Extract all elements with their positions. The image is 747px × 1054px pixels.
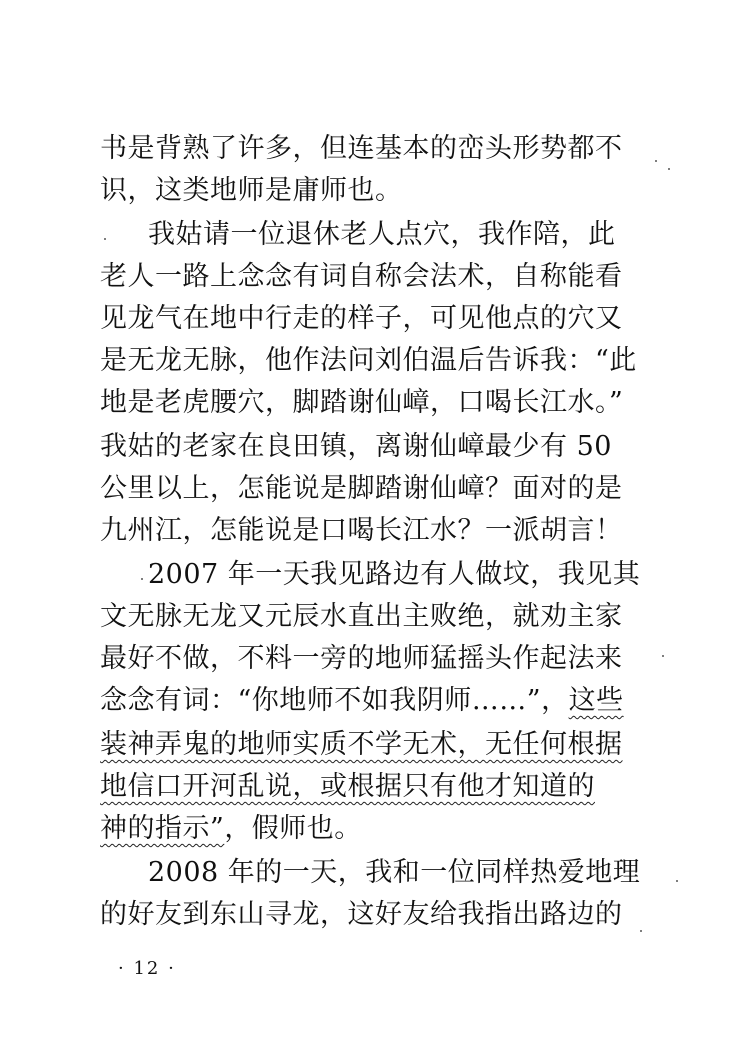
- text-line-10: 九州江，怎能说是口喝长江水？一派胡言！: [100, 515, 623, 546]
- text-line-8: 我姑的老家在良田镇，离谢仙嶂最少有 50: [100, 431, 612, 462]
- page-number: · 12 ·: [118, 958, 176, 979]
- text-line-18: 2008 年的一天，我和一位同样热爱地理: [148, 857, 641, 888]
- text-line-3: 我姑请一位退休老人点穴，我作陪，此: [148, 219, 616, 250]
- text-line-13: 最好不做，不料一旁的地师猛摇头作起法来: [100, 643, 623, 674]
- scan-speck: [662, 655, 664, 657]
- text-line-11: 2007 年一天我见路边有人做坟，我见其: [148, 559, 641, 590]
- text-line-5: 见龙气在地中行走的样子，可见他点的穴又: [100, 303, 623, 334]
- scan-speck: [655, 160, 657, 162]
- text-line-12: 文无脉无龙又元辰水直出主败绝，就劝主家: [100, 601, 623, 632]
- text-line-14-emphasis: 这些: [568, 685, 624, 716]
- scan-speck: [640, 930, 642, 932]
- text-line-9: 公里以上，怎能说是脚踏谢仙嶂？面对的是: [100, 473, 623, 504]
- text-line-16: 地信口开河乱说，或根据只有他才知道的: [100, 771, 595, 802]
- scan-speck: [668, 168, 670, 170]
- text-line-2: 识，这类地师是庸师也。: [100, 175, 403, 206]
- text-line-6: 是无龙无脉，他作法问刘伯温后告诉我：“此: [100, 345, 637, 376]
- text-line-14-plain: 念念有词：“你地师不如我阴师……”，: [100, 685, 569, 716]
- scan-speck: [104, 238, 106, 240]
- text-line-17-emphasis: 神的指示”: [100, 813, 225, 844]
- text-line-19: 的好友到东山寻龙，这好友给我指出路边的: [100, 899, 623, 930]
- text-line-15: 装神弄鬼的地师实质不学无术，无任何根据: [100, 729, 623, 760]
- text-line-14: [100, 680, 624, 722]
- text-line-4: 老人一路上念念有词自称会法术，自称能看: [100, 261, 623, 292]
- text-line-17-plain: ，假师也。: [224, 813, 362, 844]
- text-line-1: 书是背熟了许多，但连基本的峦头形势都不: [100, 133, 623, 164]
- text-line-17: [100, 808, 620, 850]
- scan-speck: [141, 578, 143, 580]
- scan-speck: [676, 880, 678, 882]
- text-line-7: 地是老虎腰穴，脚踏谢仙嶂，口喝长江水。”: [100, 387, 624, 418]
